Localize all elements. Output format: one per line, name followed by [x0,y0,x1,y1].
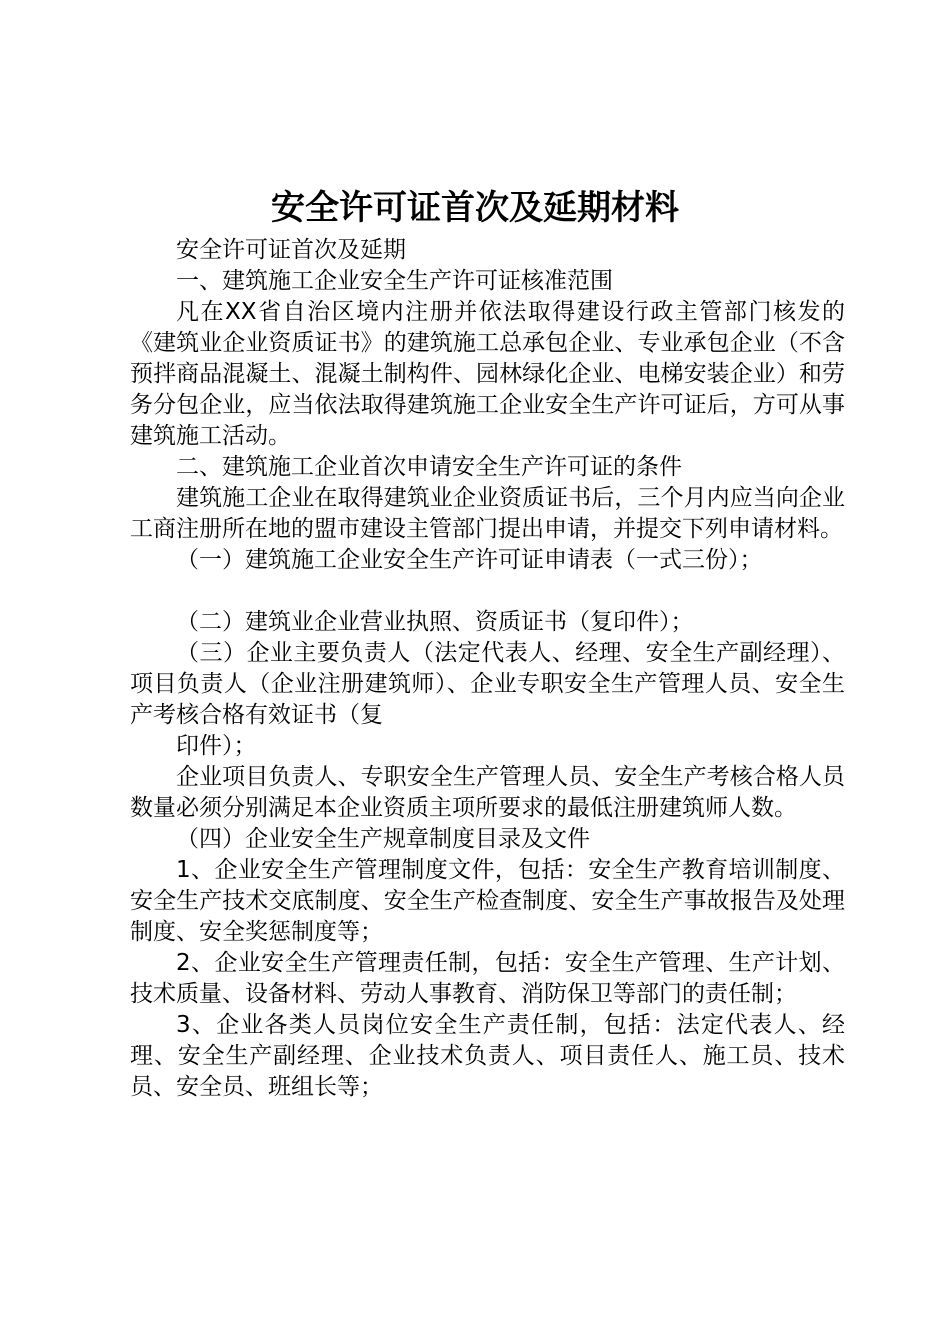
paragraph-requirements: 企业项目负责人、专职安全生产管理人员、安全生产考核合格人员数量必须分别满足本企业资质主项所要求的最低注册建筑师人数。 [130,764,845,821]
blank-line [130,576,845,607]
sub-item-1: 1、企业安全生产管理制度文件，包括：安全生产教育培训制度、安全生产技术交底制度、安全生产检查制度、安全生产事故报告及处理制度、安全奖惩制度等； [130,857,845,945]
paragraph-application: 建筑施工企业在取得建筑业企业资质证书后，三个月内应当向企业工商注册所在地的盟市建设主管部门提出申请，并提交下列申请材料。 [130,485,845,542]
document-title: 安全许可证首次及延期材料 [271,188,679,228]
list-item-1: （一）建筑施工企业安全生产许可证申请表（一式三份）； [176,547,763,573]
list-item-3-continuation: 印件）； [176,733,257,759]
list-item-3: （三）企业主要负责人（法定代表人、经理、安全生产副经理）、项目负责人（企业注册建筑师）、企业专职安全生产管理人员、安全生产考核合格有效证书（复 [130,640,845,728]
section-heading-2: 二、建筑施工企业首次申请安全生产许可证的条件 [176,454,682,480]
list-item-2: （二）建筑业企业营业执照、资质证书（复印件）； [176,609,694,635]
sub-item-3: 3、企业各类人员岗位安全生产责任制，包括：法定代表人、经理、安全生产副经理、企业技术负责人、项目责任人、施工员、技术员、安全员、班组长等； [130,1012,845,1100]
paragraph-subtitle: 安全许可证首次及延期 [176,237,406,263]
list-item-4: （四）企业安全生产规章制度目录及文件 [176,826,590,852]
section-heading-1: 一、建筑施工企业安全生产许可证核准范围 [176,268,613,294]
paragraph-scope: 凡在XX省自治区境内注册并依法取得建设行政主管部门核发的《建筑业企业资质证书》的建筑施工总承包企业、专业承包企业（不含预拌商品混凝土、混凝土制构件、园林绿化企业、电梯安装企业）和劳务分包企业，应当依法取得建筑施工企业安全生产许可证后，方可从事建筑施工活动。 [130,299,845,449]
document-body [130,235,845,1103]
sub-item-2: 2、企业安全生产管理责任制，包括：安全生产管理、生产计划、技术质量、设备材料、劳动人事教育、消防保卫等部门的责任制； [130,950,845,1007]
